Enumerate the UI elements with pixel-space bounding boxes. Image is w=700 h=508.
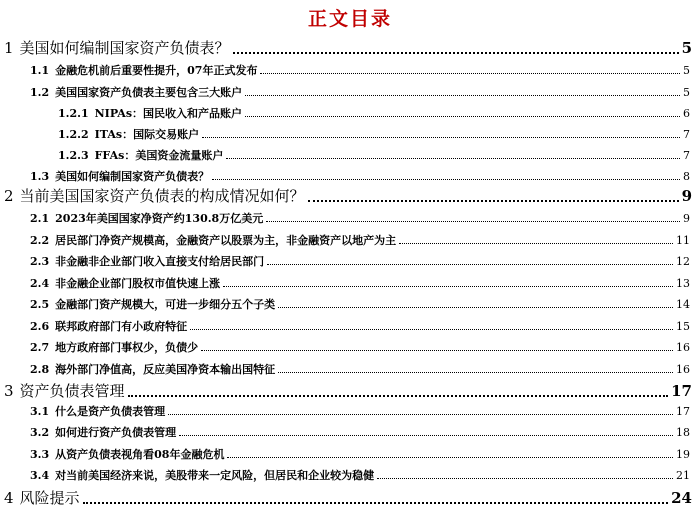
toc-entry-page: 14 bbox=[676, 298, 690, 311]
toc-entry-page: 17 bbox=[676, 405, 690, 418]
toc-entry-title: 当前美国国家资产负债表的构成情况如何？ bbox=[19, 187, 305, 205]
toc-entry-page: 16 bbox=[676, 363, 690, 376]
toc-entry-number: 3.1 bbox=[30, 405, 50, 418]
toc-entry-level1[interactable] bbox=[4, 185, 692, 206]
toc-entry-title: 非金融非企业部门收入直接支付给居民部门 bbox=[55, 255, 265, 268]
toc-entry-title: 金融危机前后重要性提升，07年正式发布 bbox=[55, 64, 258, 77]
toc-entry-page: 12 bbox=[676, 255, 690, 268]
toc-entry-level1[interactable] bbox=[4, 37, 692, 58]
dot-leader bbox=[201, 350, 673, 351]
toc-entry-number: 1.1 bbox=[30, 64, 50, 77]
toc-entry-number: 3.3 bbox=[30, 448, 50, 461]
toc-entry-number: 3 bbox=[4, 382, 14, 400]
toc-entry-page: 6 bbox=[683, 107, 690, 120]
toc-entry-page: 11 bbox=[676, 234, 690, 247]
toc-entry-title: 地方政府部门事权少，负债少 bbox=[55, 341, 199, 354]
toc-entry-number: 2.5 bbox=[30, 298, 50, 311]
toc-entry-number: 2.4 bbox=[30, 277, 50, 290]
toc-entry-title: 非金融企业部门股权市值快速上涨 bbox=[55, 277, 221, 290]
dot-leader bbox=[190, 329, 673, 330]
toc-entry-title: 对当前美国经济来说，美股带来一定风险，但居民和企业较为稳健 bbox=[55, 469, 375, 482]
toc-entry-page: 7 bbox=[683, 128, 690, 141]
toc-entry-page: 21 bbox=[676, 469, 690, 482]
dot-leader bbox=[266, 221, 680, 222]
toc-entry-number: 2.8 bbox=[30, 363, 50, 376]
toc-entry-page: 9 bbox=[681, 187, 692, 205]
toc-entry-title: 金融部门资产规模大，可进一步细分五个子类 bbox=[55, 298, 276, 311]
dot-leader bbox=[168, 414, 673, 415]
toc-entry-title: NIPAs：国民收入和产品账户 bbox=[94, 107, 243, 120]
toc-entry-number: 2.3 bbox=[30, 255, 50, 268]
dot-leader bbox=[202, 137, 680, 138]
toc-entry-number: 1.3 bbox=[30, 170, 50, 183]
dot-leader bbox=[260, 73, 680, 74]
dot-leader bbox=[377, 478, 673, 479]
toc-entry-page: 5 bbox=[681, 39, 692, 57]
dot-leader bbox=[278, 307, 673, 308]
toc-entry-title: 海外部门净值高，反应美国净资本输出国特征 bbox=[55, 363, 276, 376]
toc-entry-number: 2.1 bbox=[30, 212, 50, 225]
toc-entry-title: 美国如何编制国家资产负债表？ bbox=[19, 39, 230, 57]
dot-leader bbox=[308, 200, 679, 202]
dot-leader bbox=[223, 286, 673, 287]
toc-entry-title: 2023年美国国家净资产约130.8万亿美元 bbox=[55, 212, 264, 225]
toc-entry-title: 居民部门净资产规模高，金融资产以股票为主，非金融资产以地产为主 bbox=[55, 234, 397, 247]
toc-entry-level2[interactable] bbox=[30, 62, 690, 78]
toc-entry-number: 2.2 bbox=[30, 234, 50, 247]
toc-entry-page: 5 bbox=[683, 64, 690, 77]
toc-entry-page: 15 bbox=[676, 320, 690, 333]
dot-leader bbox=[227, 457, 673, 458]
dot-leader bbox=[128, 395, 669, 397]
toc-entry-title: 资产负债表管理 bbox=[19, 382, 125, 400]
toc-entry-title: ITAs：国际交易账户 bbox=[94, 128, 200, 141]
toc-entry-title: 如何进行资产负债表管理 bbox=[55, 426, 177, 439]
toc-entry-level2[interactable] bbox=[30, 210, 690, 226]
toc-entry-number: 3.2 bbox=[30, 426, 50, 439]
toc-entry-level2[interactable] bbox=[30, 446, 690, 462]
toc-entry-title: 美国国家资产负债表主要包含三大账户 bbox=[55, 86, 243, 99]
toc-entry-page: 17 bbox=[671, 382, 692, 400]
toc-entry-number: 1.2.3 bbox=[58, 149, 89, 162]
toc-entry-level3[interactable] bbox=[58, 147, 690, 163]
dot-leader bbox=[245, 116, 680, 117]
dot-leader bbox=[267, 264, 673, 265]
toc-entry-page: 9 bbox=[683, 212, 690, 225]
toc-entry-level3[interactable] bbox=[58, 126, 690, 142]
dot-leader bbox=[233, 52, 679, 54]
toc-entry-number: 4 bbox=[4, 489, 14, 507]
dot-leader bbox=[179, 435, 673, 436]
toc-entry-number: 2.6 bbox=[30, 320, 50, 333]
toc-entry-page: 24 bbox=[671, 489, 692, 507]
toc-entry-level2[interactable] bbox=[30, 424, 690, 440]
toc-entry-level2[interactable] bbox=[30, 275, 690, 291]
toc-entry-page: 5 bbox=[683, 86, 690, 99]
toc-entry-level3[interactable] bbox=[58, 105, 690, 121]
toc-entry-level1[interactable] bbox=[4, 380, 692, 401]
toc-entry-page: 18 bbox=[676, 426, 690, 439]
toc-entry-page: 13 bbox=[676, 277, 690, 290]
toc-entry-number: 1.2 bbox=[30, 86, 50, 99]
toc-entry-level2[interactable] bbox=[30, 339, 690, 355]
toc-entry-level2[interactable] bbox=[30, 232, 690, 248]
toc-entry-page: 8 bbox=[683, 170, 690, 183]
toc-title: 正文目录 bbox=[307, 8, 392, 30]
toc-entry-number: 3.4 bbox=[30, 469, 50, 482]
toc-entry-page: 16 bbox=[676, 341, 690, 354]
toc-entry-level2[interactable] bbox=[30, 253, 690, 269]
dot-leader bbox=[212, 179, 680, 180]
toc-entry-title: 从资产负债表视角看08年金融危机 bbox=[55, 448, 225, 461]
toc-entry-number: 1 bbox=[4, 39, 14, 57]
dot-leader bbox=[245, 95, 680, 96]
toc-entry-title: 什么是资产负债表管理 bbox=[55, 405, 166, 418]
toc-entry-number: 2 bbox=[4, 187, 14, 205]
toc-entry-title: 风险提示 bbox=[19, 489, 80, 507]
toc-entry-page: 19 bbox=[676, 448, 690, 461]
toc-entry-level2[interactable] bbox=[30, 296, 690, 312]
toc-entry-level2[interactable] bbox=[30, 318, 690, 334]
toc-entry-title: 联邦政府部门有小政府特征 bbox=[55, 320, 188, 333]
toc-entry-level1[interactable] bbox=[4, 487, 692, 508]
dot-leader bbox=[226, 158, 680, 159]
toc-entry-level2[interactable] bbox=[30, 361, 690, 377]
dot-leader bbox=[278, 372, 673, 373]
toc-entry-level2[interactable] bbox=[30, 403, 690, 419]
toc-entry-number: 1.2.2 bbox=[58, 128, 89, 141]
toc-entry-page: 7 bbox=[683, 149, 690, 162]
toc-entry-title: FFAs：美国资金流量账户 bbox=[94, 149, 224, 162]
toc-entry-number: 2.7 bbox=[30, 341, 50, 354]
toc-entry-level2[interactable] bbox=[30, 84, 690, 100]
toc-entry-number: 1.2.1 bbox=[58, 107, 89, 120]
dot-leader bbox=[399, 243, 673, 244]
toc-entry-level2[interactable] bbox=[30, 168, 690, 184]
toc-entry-level2[interactable] bbox=[30, 467, 690, 483]
toc-entry-title: 美国如何编制国家资产负债表？ bbox=[55, 170, 210, 183]
